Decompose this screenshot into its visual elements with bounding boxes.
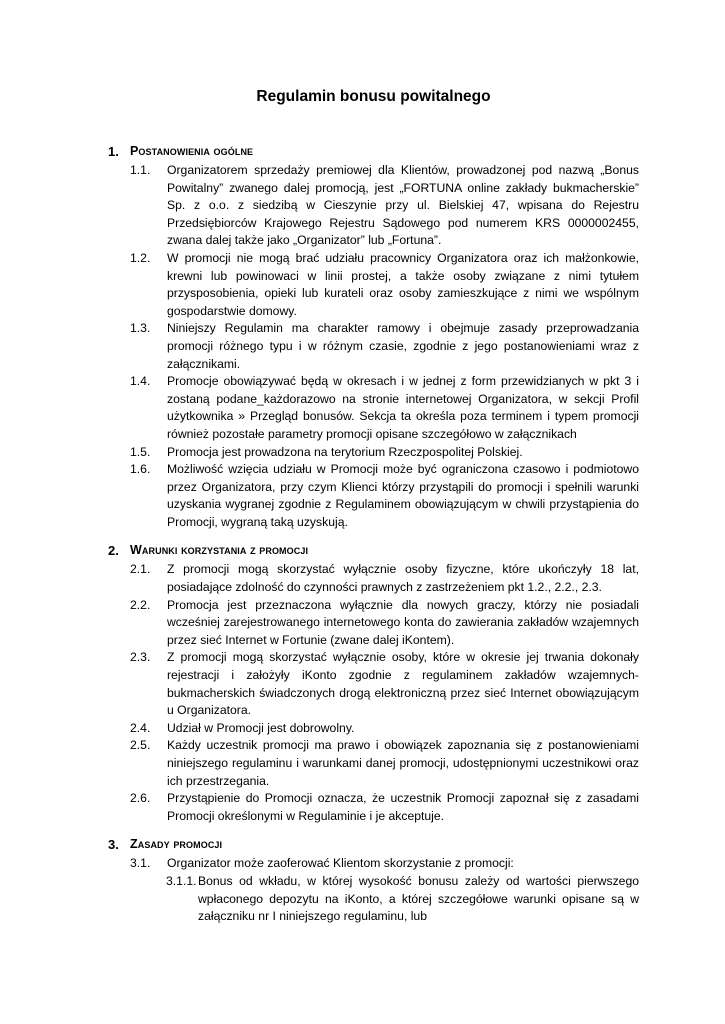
item-text: Promocja jest prowadzona na terytorium Rzeczpospolitej Polskiej. bbox=[167, 444, 523, 459]
item-number: 2.6. bbox=[130, 791, 151, 806]
item-number: 2.4. bbox=[130, 720, 151, 735]
list-item bbox=[108, 444, 639, 462]
item-number: 1.4. bbox=[130, 374, 151, 389]
item-number: 2.3. bbox=[130, 650, 151, 665]
item-number: 1.3. bbox=[130, 321, 151, 336]
section-number: 3. bbox=[108, 837, 119, 853]
list-item bbox=[108, 461, 639, 531]
list-item bbox=[108, 737, 639, 790]
item-text: Przystąpienie do Promocji oznacza, że uczestnik Promocji zapoznał się z zasadami Promocji określonymi w Regulaminie i je akceptuje. bbox=[167, 791, 639, 823]
item-text: Każdy uczestnik promocji ma prawo i obowiązek zapoznania się z postanowieniami niniejszego regulaminu i warunkami danej promocji, udostępnionymi uczestnikowi oraz ich przestrzegania. bbox=[167, 738, 639, 788]
item-number: 2.1. bbox=[130, 562, 151, 577]
item-number: 1.2. bbox=[130, 250, 151, 265]
list-item bbox=[108, 373, 639, 443]
list-item bbox=[108, 720, 639, 738]
item-text: Udział w Promocji jest dobrowolny. bbox=[167, 720, 355, 735]
section-general-provisions bbox=[108, 144, 639, 531]
item-text: Promocje obowiązywać będą w okresach i w jednej z form przewidzianych w pkt 3 i zostaną podane_każdorazowo na stronie internetowej Organizatora, w sekcji Profil użytkownika » Przegląd bonusów. Sekcja ta określa poza terminem i typem promocji również pozostałe parametry promocji opisane szczegółowo w załącznikach bbox=[167, 374, 639, 441]
section-number: 1. bbox=[108, 144, 119, 159]
section-title: Warunki korzystania z promocji bbox=[130, 543, 309, 558]
list-item bbox=[108, 162, 639, 250]
list-item bbox=[108, 597, 639, 650]
list-item bbox=[108, 649, 639, 719]
section-heading bbox=[108, 543, 639, 558]
list-item bbox=[108, 561, 639, 596]
section-title: Zasady promocji bbox=[130, 837, 223, 852]
sub-list-item bbox=[108, 873, 639, 926]
item-number: 1.1. bbox=[130, 163, 151, 177]
section-usage-conditions bbox=[108, 543, 639, 825]
item-text: W promocji nie mogą brać udziału pracownicy Organizatora oraz ich małżonkowie, krewni lub powinowaci w linii prostej, a także osoby związane z nimi tytułem przysposobienia, opieki lub kurateli oraz osoby zamieszkujące z nimi we wspólnym gospodarstwie domowy. bbox=[167, 250, 639, 318]
section-heading bbox=[108, 144, 639, 159]
document-title: Regulamin bonusu powitalnego bbox=[256, 88, 491, 105]
subitem-number: 3.1.1. bbox=[166, 873, 197, 888]
item-number: 3.1. bbox=[130, 856, 151, 871]
item-text: Z promocji mogą skorzystać wyłącznie osoby, które w okresie jej trwania dokonały rejestracji i założyły iKonto zgodnie z regulaminem zakładów wzajemnych-bukmacherskich świadczonych drogą elektroniczną przez sieć Internet obowiązującym u Organizatora. bbox=[167, 650, 639, 718]
section-number: 2. bbox=[108, 543, 119, 559]
item-text: Organizator może zaoferować Klientom skorzystanie z promocji: bbox=[167, 856, 514, 871]
item-number: 1.6. bbox=[130, 462, 151, 477]
item-text: Promocja jest przeznaczona wyłącznie dla nowych graczy, którzy nie posiadali wcześniej zarejestrowanego internetowego konta do zawierania zakładów wzajemnych przez sieć Internet w Fortunie (zwane dalej iKontem). bbox=[167, 597, 639, 647]
item-text: Możliwość wzięcia udziału w Promocji może być ograniczona czasowo i podmiotowo przez Organizatora, przy czym Klienci którzy przystąpili do promocji i spełnili warunki uzyskania wygranej zgodnie z Regulaminem obowiązującym w chwili przystąpienia do Promocji, wygraną taką uzyskują. bbox=[167, 462, 639, 529]
list-item bbox=[108, 790, 639, 825]
item-text: Z promocji mogą skorzystać wyłącznie osoby fizyczne, które ukończyły 18 lat, posiadające zdolność do czynności prawnych z zastrzeżeniem pkt 1.2., 2.2., 2.3. bbox=[167, 562, 639, 595]
list-item bbox=[108, 250, 639, 320]
list-item bbox=[108, 320, 639, 373]
list-item bbox=[108, 855, 639, 873]
item-number: 1.5. bbox=[130, 444, 151, 459]
section-promotion-rules bbox=[108, 837, 639, 925]
item-text: Niniejszy Regulamin ma charakter ramowy i obejmuje zasady przeprowadzania promocji różnego typu i w różnym czasie, zgodnie z jego postanowieniami wraz z załącznikami. bbox=[167, 321, 639, 371]
item-number: 2.2. bbox=[130, 597, 151, 612]
section-heading bbox=[108, 837, 639, 852]
item-text: Organizatorem sprzedaży premiowej dla Klientów, prowadzonej pod nazwą „Bonus Powitalny” zwanego dalej promocją, jest „FORTUNA online zakłady bukmacherskie” Sp. z o.o. z siedzibą w Cieszynie przy ul. Bielskiej 47, wpisana do Rejestru Przedsiębiorców Krajowego Rejestru Sądowego pod numerem KRS 0000002455, zwana dalej także jako „Organizator” lub „Fortuna”. bbox=[167, 163, 639, 248]
subitem-text: Bonus od wkładu, w której wysokość bonusu zależy od wartości pierwszego wpłaconego depozytu na iKonto, a której szczegółowe warunki opisane są w załączniku nr I niniejszego regulaminu, lub bbox=[198, 873, 639, 924]
item-number: 2.5. bbox=[130, 738, 151, 753]
section-title: Postanowienia ogólne bbox=[130, 144, 254, 158]
